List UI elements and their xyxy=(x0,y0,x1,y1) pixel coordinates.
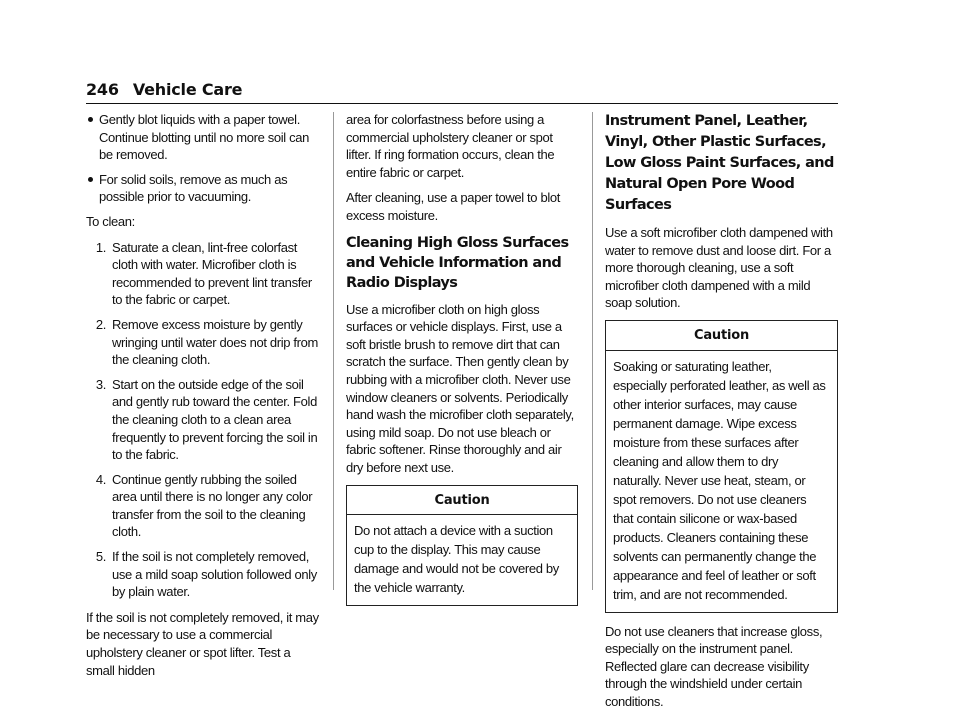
column-divider xyxy=(592,112,593,590)
page-number: 246 xyxy=(86,80,119,99)
caution-text: Do not attach a device with a suction cup to the display. This may cause damage and would not be covered by the vehicle warranty. xyxy=(354,523,559,596)
section-heading: Instrument Panel, Leather, Vinyl, Other Plastic Surfaces, Low Gloss Paint Surfaces, and Natural Open Pore Wood Surfaces xyxy=(605,113,834,213)
step-item: 1. Saturate a clean, lint-free colorfast cloth with water. Microfiber cloth is recommended to prevent lint transfer to the fabric or carpet. xyxy=(95,239,312,308)
body-paragraph: Use a soft microfiber cloth dampened with water to remove dust and loose dirt. For a more thorough cleaning, use a soft microfiber cloth dampened with a mild soap solution. xyxy=(605,225,833,311)
header-rule xyxy=(86,103,838,104)
column-3 xyxy=(605,111,838,719)
body-paragraph: area for colorfastness before using a commercial upholstery cleaner or spot lifter. If ring formation occurs, clean the entire fabric or carpet. xyxy=(346,112,555,180)
column-2 xyxy=(346,111,578,616)
list-item: Gently blot liquids with a paper towel. Continue blotting until no more soil can be removed. xyxy=(86,111,320,164)
step-item: 3. Start on the outside edge of the soil and gently rub toward the center. Fold the cleaning cloth to a clean area frequently to prevent forcing the soil in to the fabric. xyxy=(95,376,318,463)
caution-title: Caution xyxy=(347,486,577,516)
column-1 xyxy=(86,111,320,687)
caution-text: Soaking or saturating leather, especially perforated leather, as well as other interior surfaces, may cause permanent damage. Wipe excess moisture from these surfaces after cleaning and allow them to dry naturally. Never use heat, steam, or spot removers. Do not use cleaners that contain silicone or wax-based products. Cleaners containing these solvents can permanently change the appearance and feel of leather or soft trim, and are not recommended. xyxy=(613,358,826,602)
body-paragraph: Do not use cleaners that increase gloss, especially on the instrument panel. Reflected glare can decrease visibility through the windshield under certain conditions. xyxy=(605,623,823,709)
section-title: Vehicle Care xyxy=(132,80,243,99)
steps-list xyxy=(86,239,320,601)
intro-text: To clean: xyxy=(86,213,135,229)
bullet-icon xyxy=(88,177,93,182)
step-item: 2. Remove excess moisture by gently wringing until water does not drip from the cleaning cloth. xyxy=(95,316,319,368)
section-heading: Cleaning High Gloss Surfaces and Vehicle Information and Radio Displays xyxy=(346,234,569,291)
caution-box xyxy=(605,320,838,613)
list-item: For solid soils, remove as much as possible prior to vacuuming. xyxy=(86,171,320,206)
caution-title: Caution xyxy=(606,321,837,351)
body-paragraph: Use a microfiber cloth on high gloss surfaces or vehicle displays. First, use a soft bristle brush to remove dirt that can scratch the surface. Then gently clean by rubbing with a microfiber cloth. Never use window cleaners or solvents. Periodically hand wash the microfiber cloth separately, using mild soap. Do not use bleach or fabric softener. Rinse thoroughly and air dry before next use. xyxy=(346,301,574,475)
body-paragraph: If the soil is not completely removed, it may be necessary to use a commercial upholstery cleaner or spot lifter. Test a small hidden xyxy=(86,609,319,678)
bullet-icon xyxy=(88,117,93,122)
caution-box xyxy=(346,485,578,607)
column-divider xyxy=(333,112,334,590)
page-header xyxy=(86,80,838,99)
step-item: 4. Continue gently rubbing the soiled area until there is no longer any color transfer from the soil to the cleaning cloth. xyxy=(95,471,313,540)
step-item: 5. If the soil is not completely removed, use a mild soap solution followed only by plain water. xyxy=(95,549,317,600)
body-paragraph: After cleaning, use a paper towel to blot excess moisture. xyxy=(346,190,561,223)
